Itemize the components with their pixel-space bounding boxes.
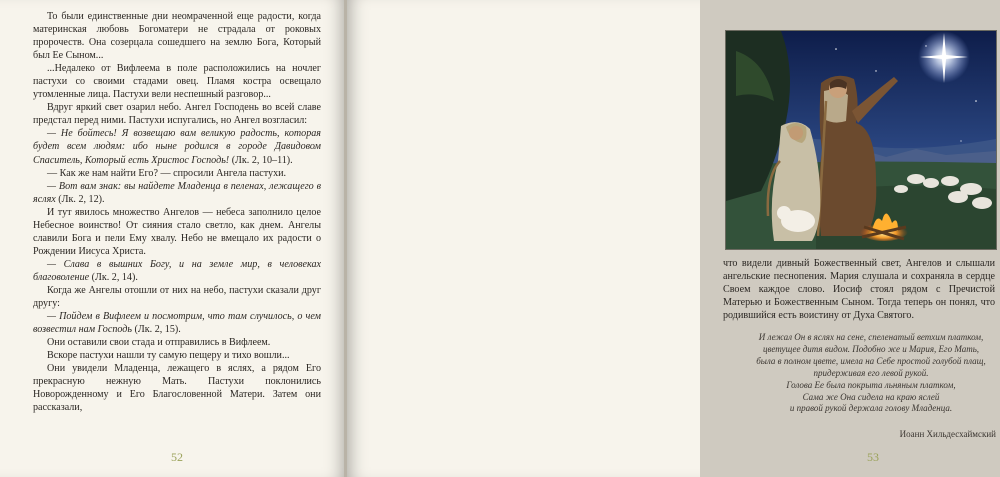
paragraph: — Как же нам найти Его? — спросили Ангела пастухи. (47, 167, 287, 179)
quote-text: — Вот вам знак: вы найдете Младенца в пеленах, лежащего в яслях (33, 180, 321, 205)
paragraph: Они увидели Младенца, лежащего в яслях, а рядом Его прекрасную нежную Мать. Пастухи поклонились Новорожденному и Его Благословенной Матери. Затем они рассказали, (33, 363, 321, 414)
scripture-reference: (Лк. 2, 12). (58, 193, 105, 205)
quote-author: Иоанн Хильдесхаймский (899, 429, 996, 439)
paragraph: Они оставили свои стада и отправились в Вифлеем. (47, 337, 271, 349)
quote-line: и правой рукой держала голову Младенца. (789, 403, 953, 414)
quote-line: была в полном цвете, имела на Себе простой голубой плащ, (756, 355, 986, 366)
scripture-quote (33, 127, 321, 166)
quote-line: Голова Ее была покрыта льняным платком, (786, 379, 956, 390)
left-page-text (33, 10, 321, 414)
scripture-reference: (Лк. 2, 10–11). (231, 154, 293, 166)
paragraph: Вскоре пастухи нашли ту самую пещеру и тихо вошли... (47, 350, 290, 362)
paragraph: И тут явилось множество Ангелов — небеса заполнило целое Небесное воинство! От сияния стало светло, как днем. Ангелы славили Бога и пели Ему хвалу. Небо не вмещало их радости о Рождении Иисуса Христа. (33, 206, 321, 257)
left-page (0, 0, 345, 477)
page-number-left: 52 (171, 450, 183, 464)
paragraph: Когда же Ангелы отошли от них на небо, пастухи сказали друг другу: (33, 284, 321, 310)
paragraph: Вдруг яркий свет озарил небо. Ангел Господень во всей славе предстал перед ними. Пастухи испугались, но Ангел возгласил: (33, 102, 321, 127)
quote-line: цветущее дитя видом. Подобно же и Мария, Его Мать, (762, 343, 980, 354)
scripture-quote (33, 310, 321, 336)
quote-line: Сама же Она сидела на краю яслей (802, 391, 940, 402)
paragraph: То были единственные дни неомраченной еще радости, когда материнская любовь Богоматери не страдала от роковых пророчеств. Она созерцала сошедшего на землю Бога, Который был Ее Сыном... (33, 11, 321, 62)
quote-text: — Не бойтесь! Я возвещаю вам великую радость, которая будет всем людям: ибо ныне родился в городе Давидовом Спаситель, Который есть Христос Господь! (33, 128, 321, 166)
scripture-quote (33, 180, 321, 206)
scripture-reference: (Лк. 2, 15). (134, 324, 181, 336)
right-paragraph: что видели дивный Божественный свет, Ангелов и слышали ангельские песнопения. Мария слушала и сохраняла в сердце Своем каждое слово. Иосиф стоял рядом с Пречистой Матерью и Божественным Сыном. Тогда теперь он понял, что родившийся есть воистину от Духа Святого. (723, 258, 995, 322)
page-number-right: 53 (867, 450, 879, 464)
shepherds-star-image (726, 31, 996, 249)
shepherds-illustration (725, 30, 997, 250)
quote-line: придерживая его левой рукой. (813, 367, 929, 378)
right-page (347, 0, 996, 477)
scripture-quote (33, 258, 321, 284)
quote-line: И лежал Он в яслях на сене, спеленатый ветхим платком, (758, 332, 984, 342)
quote-text: — Слава в вышних Богу, и на земле мир, в человеках благоволение (33, 258, 321, 283)
quote-text: — Пойдем в Вифлеем и посмотрим, что там случилось, о чем возвестил нам Господь (33, 311, 321, 336)
scripture-reference: (Лк. 2, 14). (91, 271, 138, 283)
right-page-text (723, 257, 995, 322)
paragraph: ...Недалеко от Вифлеема в поле расположились на ночлег пастухи со своими стадами овец. Пламя костра освещало утомленные лица. Пастухи вели неспешный разговор... (33, 63, 321, 101)
hildesheim-quote (742, 332, 1000, 439)
